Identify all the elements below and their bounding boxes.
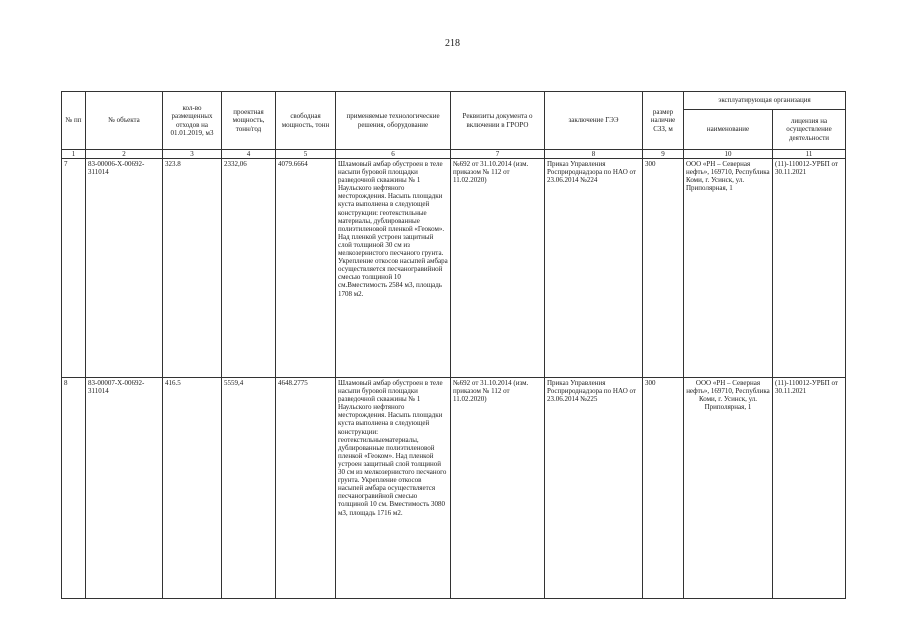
szz-size: 300 — [643, 159, 684, 378]
groro-document: №692 от 31.10.2014 (изм. приказом № 112 от 11.02.2020) — [451, 159, 545, 378]
header-object-number: № объекта — [86, 92, 163, 150]
design-capacity: 5559,4 — [222, 378, 276, 599]
column-number: 5 — [276, 150, 336, 159]
header-szz-size: размер наличие СЗЗ, м — [643, 92, 684, 150]
header-gee-conclusion: заключение ГЭЭ — [545, 92, 643, 150]
free-capacity: 4648.2775 — [276, 378, 336, 599]
column-number: 7 — [451, 150, 545, 159]
header-license: лицензия на осуществление деятельности — [773, 110, 846, 150]
design-capacity: 2332,06 — [222, 159, 276, 378]
column-number-row — [62, 150, 846, 159]
waste-facility-table — [61, 91, 846, 599]
license: (11)-110012-УРБП от 30.11.2021 — [773, 159, 846, 378]
column-number: 10 — [684, 150, 773, 159]
column-number: 4 — [222, 150, 276, 159]
header-technology: применяемые технологические решения, оборудование — [336, 92, 451, 150]
column-number: 11 — [773, 150, 846, 159]
header-row-number: № пп — [62, 92, 86, 150]
gee-conclusion: Приказ Управления Росприроднадзора по НАО от 23.06.2014 №224 — [545, 159, 643, 378]
waste-volume: 323.8 — [163, 159, 222, 378]
table-row — [62, 159, 846, 378]
column-number: 6 — [336, 150, 451, 159]
table-row — [62, 378, 846, 599]
object-number: 83-00006-Х-00692-311014 — [86, 159, 163, 378]
technology-description: Шламовый амбар обустроен в теле насыпи буровой площадки разведочной скважины № 1 Наульского нефтяного месторождения. Насыпь площадки куста выполнена в следующей конструкции: геотекстильныематериалы, дублированные полиэтиленовой пленкой «Геоком». Над пленкой устроен защитный слой толщиной 30 см из мелкозернистого песчаного грунта. Укрепление откосов насыпей амбара осуществляется песчаногравийной смесью толщиной 10 см. Вместимость 3080 м3, площадь 1716 м2. — [336, 378, 451, 599]
free-capacity: 4079.6664 — [276, 159, 336, 378]
operator-name: ООО «РН – Северная нефть», 169710, Республика Коми, г. Усинск, ул. Приполярная, 1 — [684, 159, 773, 378]
technology-description: Шламовый амбар обустроен в теле насыпи буровой площадки разведочной скважины № 1 Наульского нефтяного месторождения. Насыпь площадки куста выполнена в следующей конструкции: геотекстильные материалы, дублированные полиэтиленовой пленкой «Геоком». Над пленкой устроен защитный слой толщиной 30 см из мелкозернистого песчаного грунта. Укрепление откосов насыпей амбара осуществляется песчаногравийной смесью толщиной 10 см.Вместимость 2584 м3, площадь 1708 м2. — [336, 159, 451, 378]
row-number: 7 — [62, 159, 86, 378]
szz-size: 300 — [643, 378, 684, 599]
header-groro-document: Реквизиты документа о включении в ГРОРО — [451, 92, 545, 150]
header-free-capacity: свободная мощность, тонн — [276, 92, 336, 150]
column-number: 9 — [643, 150, 684, 159]
header-operator-name: наименование — [684, 110, 773, 150]
column-number: 2 — [86, 150, 163, 159]
column-number: 8 — [545, 150, 643, 159]
header-waste-volume: кол-во размещенных отходов на 01.01.2019, м3 — [163, 92, 222, 150]
object-number: 83-00007-Х-00692-311014 — [86, 378, 163, 599]
page-number: 218 — [445, 38, 460, 49]
column-number: 1 — [62, 150, 86, 159]
row-number: 8 — [62, 378, 86, 599]
column-number: 3 — [163, 150, 222, 159]
header-operator-group: эксплуатирующая организация — [684, 92, 846, 110]
gee-conclusion: Приказ Управления Росприроднадзора по НАО от 23.06.2014 №225 — [545, 378, 643, 599]
groro-document: №692 от 31.10.2014 (изм. приказом № 112 от 11.02.2020) — [451, 378, 545, 599]
waste-volume: 416.5 — [163, 378, 222, 599]
license: (11)-110012-УРБП от 30.11.2021 — [773, 378, 846, 599]
operator-name: ООО «РН – Северная нефть», 169710, Республика Коми, г. Усинск, ул. Приполярная, 1 — [684, 378, 773, 599]
header-design-capacity: проектная мощность, тонн/год — [222, 92, 276, 150]
